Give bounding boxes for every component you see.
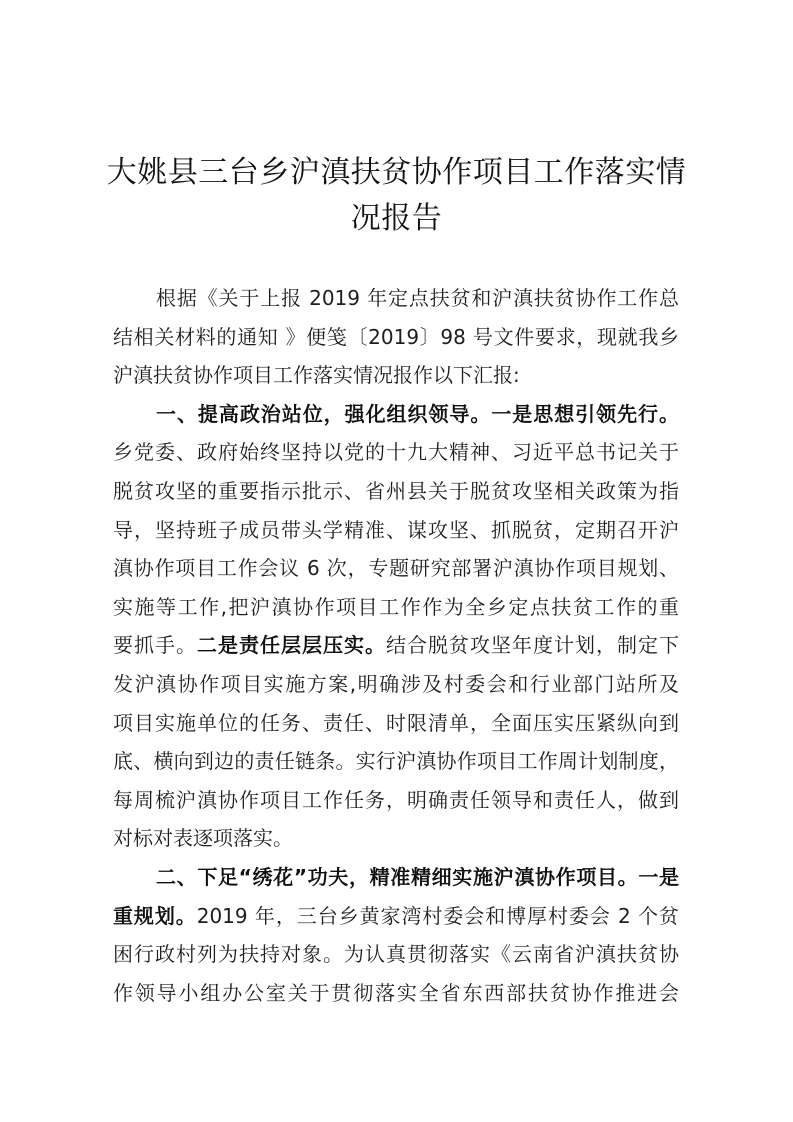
text-run: 作领导小组办公室关于贯彻落实全省东西部扶贫协作推进会 <box>113 980 679 1005</box>
text-run: 2019 年，三台乡黄家湾村委会和博厚村委会 2 个贫 <box>196 903 679 928</box>
title-line-2: 况报告 <box>350 201 443 236</box>
bold-text-run: 一、提高政治站位，强化组织领导。一是思想引领先行。 <box>156 401 679 426</box>
text-line <box>113 819 679 858</box>
bold-text-run: 二、下足“绣花”功夫，精准精细实施沪滇协作项目。一是 <box>156 864 679 889</box>
text-line <box>113 665 679 704</box>
text-line <box>113 897 679 936</box>
text-line <box>113 356 679 395</box>
text-run: 结合脱贫攻坚年度计划，制定下 <box>386 633 679 658</box>
text-line <box>113 626 679 665</box>
text-line <box>113 704 679 743</box>
text-run: 根据《关于上报 2019 年定点扶贫和沪滇扶贫协作工作总 <box>156 286 679 310</box>
text-run: 脱贫攻坚的重要指示批示、省州县关于脱贫攻坚相关政策为指 <box>113 478 679 503</box>
text-run: 滇协作项目工作会议 6 次，专题研究部署沪滇协作项目规划、 <box>113 556 679 581</box>
text-line <box>113 549 679 588</box>
text-run: 导，坚持班子成员带头学精准、谋攻坚、抓脱贫，定期召开沪 <box>113 517 679 542</box>
text-run: 沪滇扶贫协作项目工作落实情况报作以下汇报: <box>113 363 520 388</box>
text-run: 要抓手。 <box>113 633 197 658</box>
text-run: 乡党委、政府始终坚持以党的十九大精神、习近平总书记关于 <box>113 440 679 465</box>
text-run: 发沪滇协作项目实施方案,明确涉及村委会和行业部门站所及 <box>113 671 679 696</box>
text-line <box>113 279 679 318</box>
document-title <box>100 150 693 242</box>
text-line <box>113 395 679 434</box>
text-run: 项目实施单位的任务、责任、时限清单，全面压实压紧纵向到 <box>113 710 679 735</box>
text-line <box>113 858 679 897</box>
title-line-1: 大姚县三台乡沪滇扶贫协作项目工作落实情 <box>106 155 687 190</box>
text-line <box>113 588 679 627</box>
text-line <box>113 974 679 1013</box>
text-line <box>113 742 679 781</box>
text-run: 对标对表逐项落实。 <box>113 826 293 851</box>
text-line <box>113 318 679 357</box>
text-line <box>113 511 679 550</box>
text-line <box>113 433 679 472</box>
bold-text-run: 重规划。 <box>113 903 197 928</box>
text-run: 困行政村列为扶持对象。为认真贯彻落实《云南省沪滇扶贫协 <box>113 942 679 967</box>
text-line <box>113 935 679 974</box>
text-run: 结相关材料的通知 》便笺〔2019〕98 号文件要求，现就我乡 <box>113 324 679 349</box>
text-run: 底、横向到边的责任链条。实行沪滇协作项目工作周计划制度， <box>113 749 679 774</box>
text-run: 每周梳沪滇协作项目工作任务，明确责任领导和责任人，做到 <box>113 787 679 812</box>
bold-text-run: 二是责任层层压实。 <box>197 633 386 658</box>
document-body <box>113 279 679 1012</box>
text-run: 实施等工作,把沪滇协作项目工作作为全乡定点扶贫工作的重 <box>113 594 679 619</box>
text-line <box>113 781 679 820</box>
text-line <box>113 472 679 511</box>
